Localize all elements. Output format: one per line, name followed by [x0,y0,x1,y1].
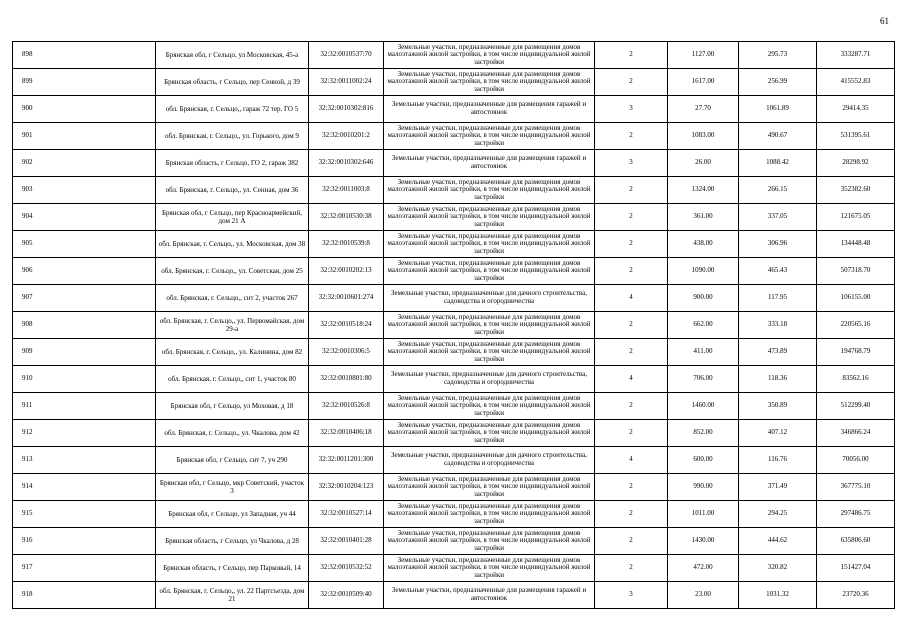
group-number-cell: 2 [595,42,668,69]
specific-value-cell: 1031.32 [739,582,817,609]
specific-value-cell: 306.96 [739,231,817,258]
row-number-cell: 918 [13,582,156,609]
table-row [13,69,895,96]
cadastral-value-cell: 352382.60 [817,177,895,204]
cadastral-number-cell: 32:32:0010518:24 [309,312,384,339]
cadastral-number-cell: 32:32:0010401:28 [309,528,384,555]
address-cell: Брянская область, г Сельцо, ГО 2, гараж 382 [156,150,309,177]
table-row [13,501,895,528]
group-number-cell: 4 [595,285,668,312]
group-number-cell: 2 [595,528,668,555]
table-body [13,42,895,609]
row-number-cell: 917 [13,555,156,582]
land-use-cell: Земельные участки, предназначенные для размещения домов малоэтажной жилой застройки, в том числе индивидуальной жилой застройки [384,501,595,528]
address-cell: Брянская обл, г Сельцо, ул Моховая, д 18 [156,393,309,420]
group-number-cell: 2 [595,555,668,582]
table-row [13,204,895,231]
land-use-cell: Земельные участки, предназначенные для размещения домов малоэтажной жилой застройки, в том числе индивидуальной жилой застройки [384,339,595,366]
cadastral-number-cell: 32:32:0010302:816 [309,96,384,123]
address-cell: обл. Брянская, г. Сельцо,, снт 2, участок 267 [156,285,309,312]
cadastral-number-cell: 32:32:0010204:123 [309,474,384,501]
cadastral-value-cell: 635806.60 [817,528,895,555]
land-use-cell: Земельные участки, предназначенные для размещения домов малоэтажной жилой застройки, в том числе индивидуальной жилой застройки [384,258,595,285]
group-number-cell: 2 [595,123,668,150]
address-cell: обл. Брянская, г. Сельцо,, ул. Советская, дом 25 [156,258,309,285]
cadastral-value-cell: 512299.40 [817,393,895,420]
address-cell: Брянская область, г Сельцо, пер Парковый, 14 [156,555,309,582]
row-number-cell: 915 [13,501,156,528]
cadastral-number-cell: 32:32:0011003:8 [309,177,384,204]
cadastral-value-cell: 415552.83 [817,69,895,96]
address-cell: Брянская область, г Сельцо, пер Сенной, д 39 [156,69,309,96]
row-number-cell: 903 [13,177,156,204]
table-row [13,177,895,204]
cadastral-number-cell: 32:32:0010302:646 [309,150,384,177]
area-cell: 1430.00 [668,528,739,555]
cadastral-value-cell: 70056.00 [817,447,895,474]
table-row [13,312,895,339]
group-number-cell: 2 [595,258,668,285]
cadastral-number-cell: 32:32:0010509:40 [309,582,384,609]
table-row [13,231,895,258]
cadastral-number-cell: 32:32:0010201:2 [309,123,384,150]
land-use-cell: Земельные участки, предназначенные для размещения домов малоэтажной жилой застройки, в том числе индивидуальной жилой застройки [384,420,595,447]
group-number-cell: 2 [595,177,668,204]
area-cell: 411.00 [668,339,739,366]
row-number-cell: 914 [13,474,156,501]
cadastral-number-cell: 32:32:0010406:18 [309,420,384,447]
table-row [13,96,895,123]
land-use-cell: Земельные участки, предназначенные для размещения домов малоэтажной жилой застройки, в том числе индивидуальной жилой застройки [384,474,595,501]
cadastral-value-cell: 531395.61 [817,123,895,150]
specific-value-cell: 294.25 [739,501,817,528]
table-row [13,447,895,474]
specific-value-cell: 117.95 [739,285,817,312]
land-use-cell: Земельные участки, предназначенные для размещения домов малоэтажной жилой застройки, в том числе индивидуальной жилой застройки [384,69,595,96]
table-row [13,285,895,312]
area-cell: 990.00 [668,474,739,501]
cadastral-number-cell: 32:32:0010526:8 [309,393,384,420]
table-row [13,339,895,366]
cadastral-value-cell: 367775.10 [817,474,895,501]
land-use-cell: Земельные участки, предназначенные для размещения гаражей и автостоянок [384,96,595,123]
land-use-cell: Земельные участки, предназначенные для дачного строительства, садоводства и огородничества [384,285,595,312]
group-number-cell: 2 [595,501,668,528]
area-cell: 852.00 [668,420,739,447]
land-use-cell: Земельные участки, предназначенные для размещения домов малоэтажной жилой застройки, в том числе индивидуальной жилой застройки [384,393,595,420]
row-number-cell: 913 [13,447,156,474]
specific-value-cell: 118.36 [739,366,817,393]
area-cell: 1324.00 [668,177,739,204]
cadastral-number-cell: 32:32:0010527:14 [309,501,384,528]
table-row [13,258,895,285]
row-number-cell: 901 [13,123,156,150]
address-cell: Брянская обл, г Сельцо, пер Красноармейский, дом 21 А [156,204,309,231]
cadastral-value-cell: 297486.75 [817,501,895,528]
address-cell: обл. Брянская, г. Сельцо,, ул. Чкалова, дом 42 [156,420,309,447]
area-cell: 706.00 [668,366,739,393]
area-cell: 1011.00 [668,501,739,528]
area-cell: 26.00 [668,150,739,177]
specific-value-cell: 320.82 [739,555,817,582]
table-row [13,474,895,501]
specific-value-cell: 295.73 [739,42,817,69]
specific-value-cell: 473.89 [739,339,817,366]
area-cell: 1127.00 [668,42,739,69]
address-cell: обл. Брянская, г. Сельцо,, ул. Калинина, дом 82 [156,339,309,366]
specific-value-cell: 116.76 [739,447,817,474]
row-number-cell: 902 [13,150,156,177]
group-number-cell: 2 [595,312,668,339]
group-number-cell: 2 [595,204,668,231]
land-use-cell: Земельные участки, предназначенные для размещения гаражей и автостоянок [384,150,595,177]
area-cell: 472.00 [668,555,739,582]
specific-value-cell: 350.89 [739,393,817,420]
specific-value-cell: 407.12 [739,420,817,447]
land-use-cell: Земельные участки, предназначенные для размещения домов малоэтажной жилой застройки, в том числе индивидуальной жилой застройки [384,555,595,582]
row-number-cell: 905 [13,231,156,258]
group-number-cell: 4 [595,366,668,393]
specific-value-cell: 256.99 [739,69,817,96]
area-cell: 361.00 [668,204,739,231]
row-number-cell: 899 [13,69,156,96]
row-number-cell: 898 [13,42,156,69]
group-number-cell: 4 [595,447,668,474]
table-row [13,393,895,420]
area-cell: 1617.00 [668,69,739,96]
cadastral-value-cell: 83562.16 [817,366,895,393]
address-cell: обл. Брянская, г. Сельцо,, ул. Московская, дом 38 [156,231,309,258]
land-use-cell: Земельные участки, предназначенные для дачного строительства, садоводства и огородничества [384,447,595,474]
cadastral-number-cell: 32:32:0011201:300 [309,447,384,474]
cadastral-number-cell: 32:32:0010306:5 [309,339,384,366]
cadastral-value-cell: 220565.16 [817,312,895,339]
address-cell: обл. Брянская, г. Сельцо,, гараж 72 тер. ГО 5 [156,96,309,123]
specific-value-cell: 444.62 [739,528,817,555]
specific-value-cell: 1061.89 [739,96,817,123]
cadastral-value-cell: 121675.05 [817,204,895,231]
area-cell: 600.00 [668,447,739,474]
row-number-cell: 909 [13,339,156,366]
table-row [13,42,895,69]
table-row [13,582,895,609]
cadastral-number-cell: 32:32:0010801:80 [309,366,384,393]
group-number-cell: 3 [595,150,668,177]
area-cell: 900.00 [668,285,739,312]
address-cell: обл. Брянская, г. Сельцо,, ул. Первомайская, дом 29-а [156,312,309,339]
area-cell: 662.00 [668,312,739,339]
cadastral-number-cell: 32:32:0010539:8 [309,231,384,258]
land-use-cell: Земельные участки, предназначенные для размещения домов малоэтажной жилой застройки, в том числе индивидуальной жилой застройки [384,528,595,555]
cadastral-value-cell: 134448.48 [817,231,895,258]
cadastral-number-cell: 32:32:0010601:274 [309,285,384,312]
area-cell: 438.00 [668,231,739,258]
cadastral-value-cell: 23720.36 [817,582,895,609]
group-number-cell: 2 [595,231,668,258]
group-number-cell: 2 [595,69,668,96]
address-cell: обл. Брянская, г. Сельцо,, ул. 22 Партсъезда, дом 21 [156,582,309,609]
specific-value-cell: 371.49 [739,474,817,501]
cadastral-value-cell: 194768.79 [817,339,895,366]
cadastral-value-cell: 106155.00 [817,285,895,312]
specific-value-cell: 333.18 [739,312,817,339]
cadastral-number-cell: 32:32:0010537:70 [309,42,384,69]
group-number-cell: 3 [595,582,668,609]
area-cell: 27.70 [668,96,739,123]
table-row [13,528,895,555]
specific-value-cell: 337.05 [739,204,817,231]
cadastral-value-cell: 29414.35 [817,96,895,123]
group-number-cell: 2 [595,474,668,501]
cadastral-value-cell: 507318.70 [817,258,895,285]
land-use-cell: Земельные участки, предназначенные для размещения домов малоэтажной жилой застройки, в том числе индивидуальной жилой застройки [384,42,595,69]
area-cell: 23.00 [668,582,739,609]
land-use-cell: Земельные участки, предназначенные для размещения домов малоэтажной жилой застройки, в том числе индивидуальной жилой застройки [384,123,595,150]
address-cell: обл. Брянская, г. Сельцо,, ул. Сенная, дом 36 [156,177,309,204]
land-use-cell: Земельные участки, предназначенные для размещения домов малоэтажной жилой застройки, в том числе индивидуальной жилой застройки [384,231,595,258]
row-number-cell: 910 [13,366,156,393]
cadastral-value-cell: 151427.04 [817,555,895,582]
specific-value-cell: 266.15 [739,177,817,204]
row-number-cell: 908 [13,312,156,339]
area-cell: 1460.00 [668,393,739,420]
land-use-cell: Земельные участки, предназначенные для размещения домов малоэтажной жилой застройки, в том числе индивидуальной жилой застройки [384,177,595,204]
address-cell: Брянская обл, г Сельцо, мкр Советский, участок 3 [156,474,309,501]
area-cell: 1083.00 [668,123,739,150]
cadastral-number-cell: 32:32:0011002:24 [309,69,384,96]
group-number-cell: 2 [595,339,668,366]
row-number-cell: 904 [13,204,156,231]
row-number-cell: 916 [13,528,156,555]
cadastral-value-cell: 346866.24 [817,420,895,447]
specific-value-cell: 490.67 [739,123,817,150]
row-number-cell: 906 [13,258,156,285]
cadastral-value-cell: 333287.71 [817,42,895,69]
cadastral-value-table [12,41,895,609]
area-cell: 1090.00 [668,258,739,285]
table-row [13,150,895,177]
group-number-cell: 3 [595,96,668,123]
land-use-cell: Земельные участки, предназначенные для размещения домов малоэтажной жилой застройки, в том числе индивидуальной жилой застройки [384,204,595,231]
address-cell: Брянская область, г Сельцо, ул Чкалова, д 28 [156,528,309,555]
specific-value-cell: 1088.42 [739,150,817,177]
group-number-cell: 2 [595,420,668,447]
table-row [13,420,895,447]
cadastral-number-cell: 32:32:0010532:52 [309,555,384,582]
page-number: 61 [880,16,889,26]
group-number-cell: 2 [595,393,668,420]
address-cell: Брянская обл, г Сельцо, ул Западная, уч 44 [156,501,309,528]
address-cell: обл. Брянская, г. Сельцо,, ул. Горького, дом 9 [156,123,309,150]
land-use-cell: Земельные участки, предназначенные для размещения гаражей и автостоянок [384,582,595,609]
address-cell: Брянская обл, г Сельцо, снт 7, уч 290 [156,447,309,474]
cadastral-number-cell: 32:32:0010530:38 [309,204,384,231]
row-number-cell: 900 [13,96,156,123]
address-cell: Брянская обл, г Сельцо, ул Московская, 45-а [156,42,309,69]
row-number-cell: 907 [13,285,156,312]
land-use-cell: Земельные участки, предназначенные для размещения домов малоэтажной жилой застройки, в том числе индивидуальной жилой застройки [384,312,595,339]
table-row [13,366,895,393]
table-row [13,555,895,582]
row-number-cell: 912 [13,420,156,447]
land-use-cell: Земельные участки, предназначенные для дачного строительства, садоводства и огородничества [384,366,595,393]
table-row [13,123,895,150]
cadastral-number-cell: 32:32:0010202:13 [309,258,384,285]
specific-value-cell: 465.43 [739,258,817,285]
row-number-cell: 911 [13,393,156,420]
address-cell: обл. Брянская, г. Сельцо,, снт 1, участок 80 [156,366,309,393]
cadastral-value-cell: 28298.92 [817,150,895,177]
